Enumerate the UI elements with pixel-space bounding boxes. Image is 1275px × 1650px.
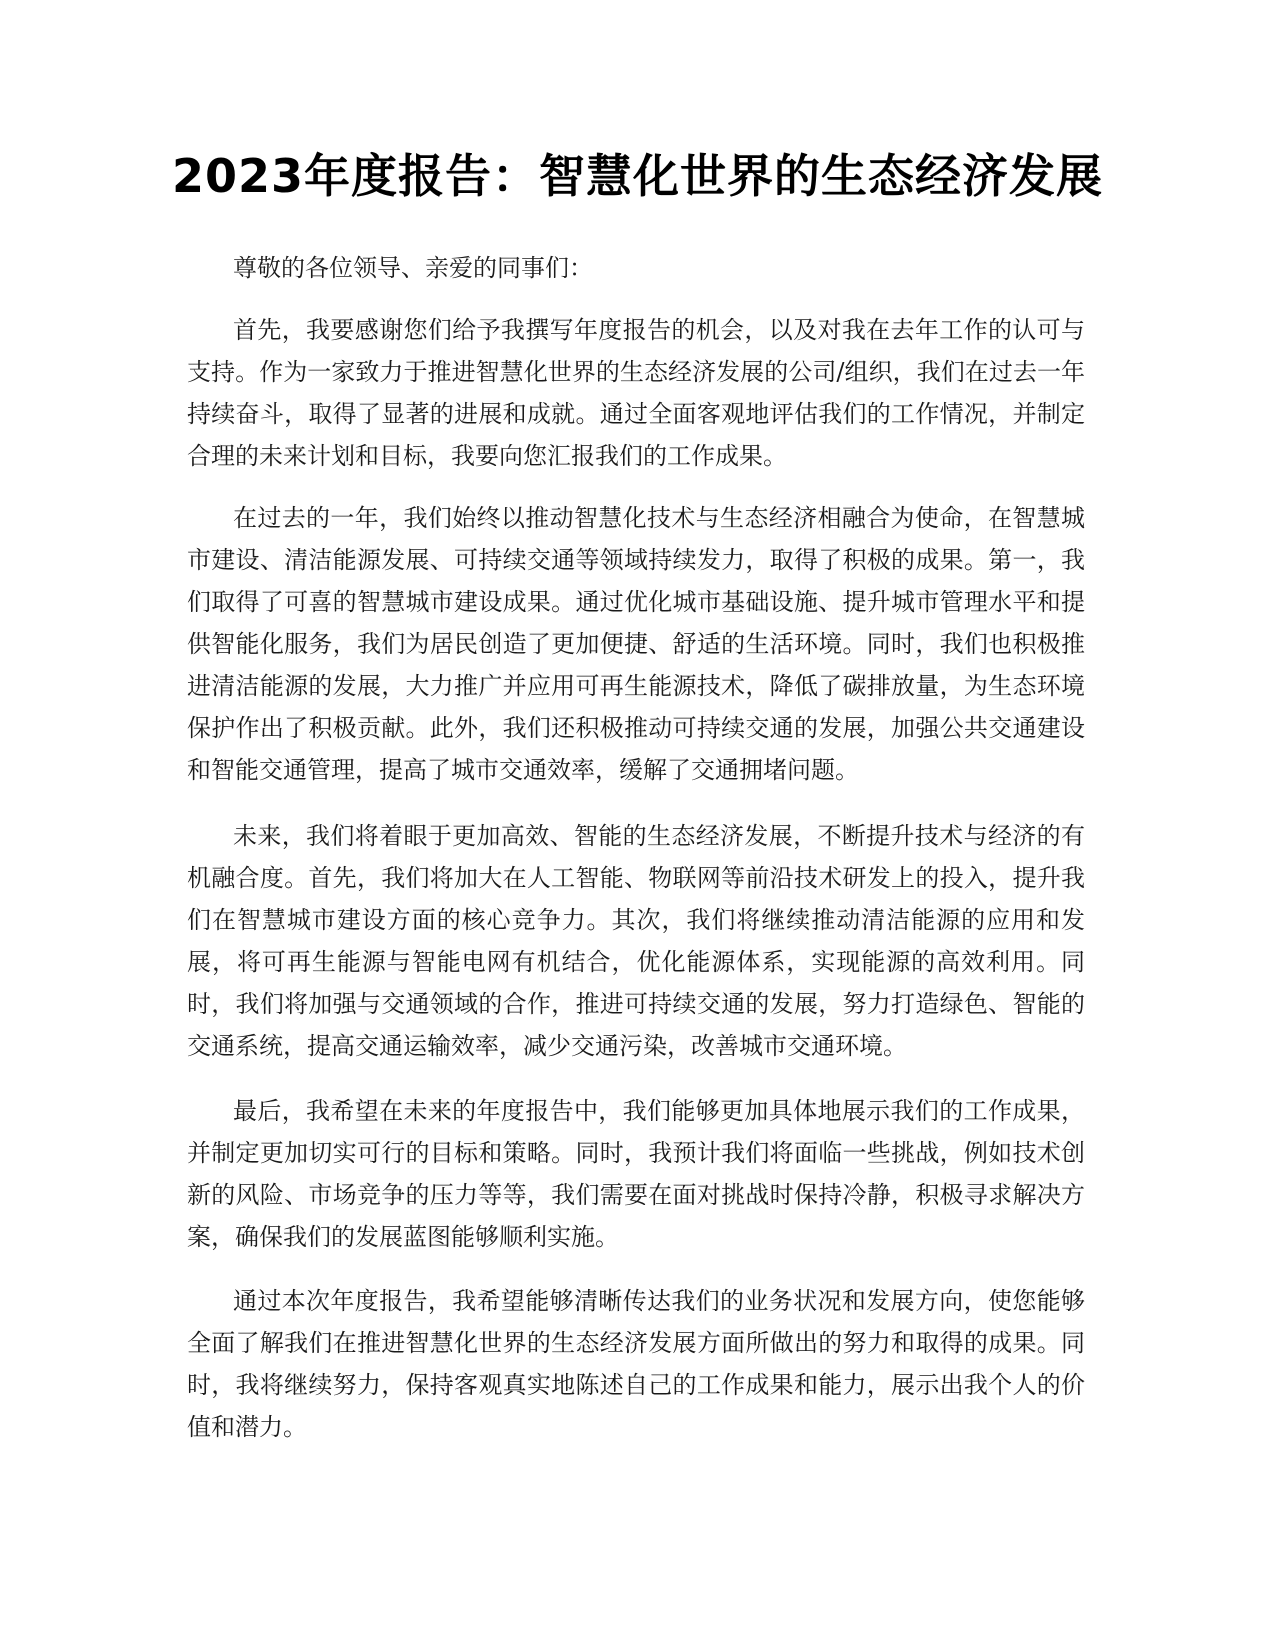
paragraph-conclusion: 通过本次年度报告，我希望能够清晰传达我们的业务状况和发展方向，使您能够全面了解我们在推进智慧化世界的生态经济发展方面所做出的努力和取得的成果。同时，我将继续努力，保持客观真实地陈述自己的工作成果和能力，展示出我个人的价值和潜力。 (187, 1287, 1085, 1441)
paragraph-achievements: 在过去的一年，我们始终以推动智慧化技术与生态经济相融合为使命，在智慧城市建设、清洁能源发展、可持续交通等领域持续发力，取得了积极的成果。第一，我们取得了可喜的智慧城市建设成果。通过优化城市基础设施、提升城市管理水平和提供智能化服务，我们为居民创造了更加便捷、舒适的生活环境。同时，我们也积极推进清洁能源的发展，大力推广并应用可再生能源技术，降低了碳排放量，为生态环境保护作出了积极贡献。此外，我们还积极推动可持续交通的发展，加强公共交通建设和智能交通管理，提高了城市交通效率，缓解了交通拥堵问题。 (187, 504, 1085, 784)
greeting-line: 尊敬的各位领导、亲爱的同事们： (233, 254, 593, 282)
paragraph-intro: 首先，我要感谢您们给予我撰写年度报告的机会，以及对我在去年工作的认可与支持。作为一家致力于推进智慧化世界的生态经济发展的公司/组织，我们在过去一年持续奋斗，取得了显著的进展和成就。通过全面客观地评估我们的工作情况，并制定合理的未来计划和目标，我要向您汇报我们的工作成果。 (187, 316, 1085, 470)
paragraph-future-plans: 未来，我们将着眼于更加高效、智能的生态经济发展，不断提升技术与经济的有机融合度。首先，我们将加大在人工智能、物联网等前沿技术研发上的投入，提升我们在智慧城市建设方面的核心竞争力。其次，我们将继续推动清洁能源的应用和发展，将可再生能源与智能电网有机结合，优化能源体系，实现能源的高效利用。同时，我们将加强与交通领域的合作，推进可持续交通的发展，努力打造绿色、智能的交通系统，提高交通运输效率，减少交通污染，改善城市交通环境。 (187, 822, 1085, 1060)
document-title: 2023年度报告：智慧化世界的生态经济发展 (171, 149, 1104, 203)
paragraph-challenges: 最后，我希望在未来的年度报告中，我们能够更加具体地展示我们的工作成果，并制定更加切实可行的目标和策略。同时，我预计我们将面临一些挑战，例如技术创新的风险、市场竞争的压力等等，我们需要在面对挑战时保持冷静，积极寻求解决方案，确保我们的发展蓝图能够顺利实施。 (187, 1097, 1085, 1251)
